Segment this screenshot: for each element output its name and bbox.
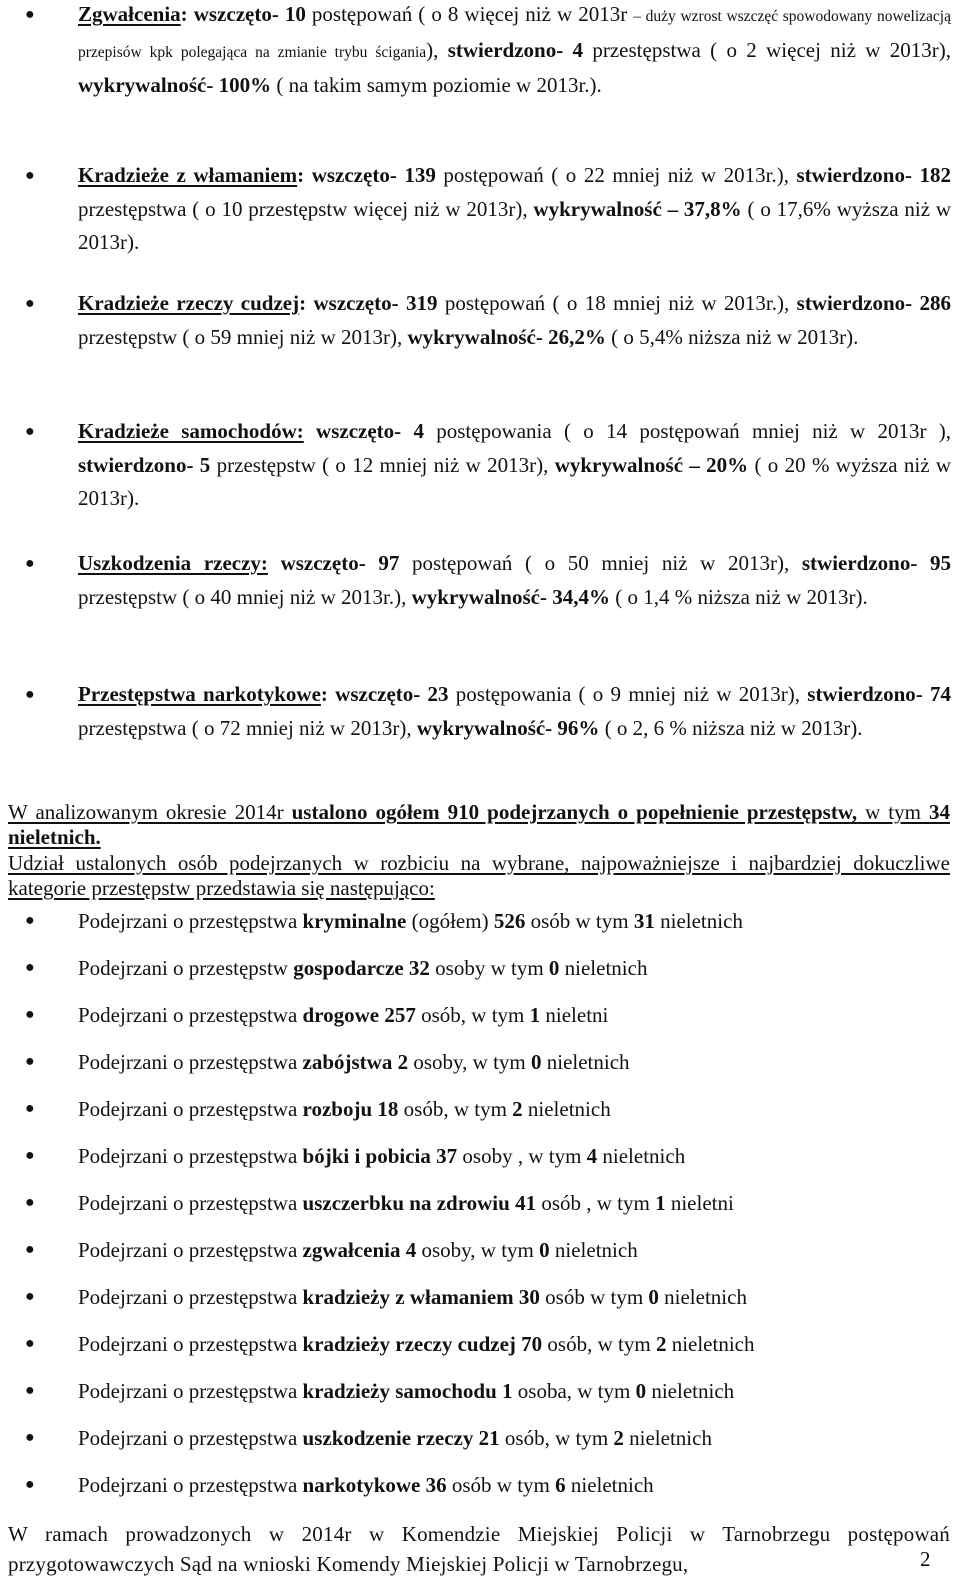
crime-category-item: ● Kradzieże rzeczy cudzej: wszczęto- 319 postępowań ( o 18 mniej niż w 2013r.), stwierdzono- 286 przestępstw ( o 59 mniej niż w 2013r), wykrywalność- 26,2% ( o 5,4% niższa niż w 2013r).	[78, 287, 951, 354]
confirmed-count: stwierdzono- 4	[447, 37, 584, 62]
detection-rate: wykrywalność- 34,4%	[411, 584, 610, 609]
confirmed-count: stwierdzono- 182	[796, 163, 952, 187]
bullet-icon: ●	[25, 1194, 35, 1211]
bullet-icon: ●	[25, 6, 35, 23]
confirmed-count: stwierdzono- 74	[807, 682, 952, 706]
category-title: Uszkodzenia rzeczy:	[78, 551, 268, 575]
suspect-list-item: ● Podejrzani o przestępstwa uszczerbku na zdrowiu 41 osób , w tym 1 nieletni	[25, 1191, 734, 1215]
crime-category-item: ● Kradzieże samochodów: wszczęto- 4 postępowania ( o 14 postępowań mniej niż w 2013r ), stwierdzono- 5 przestępstw ( o 12 mniej niż w 2013r), wykrywalność – 20% ( o 20 % wyższa niż w 2013r).	[78, 415, 951, 516]
suspect-list-item: ● Podejrzani o przestępstwa kradzieży z włamaniem 30 osób w tym 0 nieletnich	[25, 1285, 747, 1309]
bullet-icon: ●	[25, 1100, 35, 1117]
bullet-icon: ●	[25, 1476, 35, 1493]
suspect-list-item: ● Podejrzani o przestępstwa zabójstwa 2 osoby, w tym 0 nieletnich	[25, 1050, 630, 1074]
crime-category-item: ● Zgwałcenia: wszczęto- 10 postępowań ( o 8 więcej niż w 2013r – duży wzrost wszczęć spowodowany nowelizacją przepisów kpk polegająca na zmianie trybu ścigania), stwierdzono- 4 przestępstwa ( o 2 więcej niż w 2013r), wykrywalność- 100% ( na takim samym poziomie w 2013r.).	[78, 0, 951, 103]
suspect-list-item: ● Podejrzani o przestępstwa kradzieży samochodu 1 osoba, w tym 0 nieletnich	[25, 1379, 735, 1403]
suspect-list-item: ● Podejrzani o przestępstw gospodarcze 32 osoby w tym 0 nieletnich	[25, 956, 648, 980]
bullet-icon: ●	[25, 423, 35, 440]
bullet-icon: ●	[25, 167, 35, 184]
detection-rate: wykrywalność- 96%	[416, 715, 600, 740]
suspects-total: ustalono ogółem 910 podejrzanych o popełnienie przestępstw,	[291, 800, 858, 824]
suspect-list-item: ● Podejrzani o przestępstwa zgwałcenia 4 osoby, w tym 0 nieletnich	[25, 1238, 638, 1262]
category-title: Kradzieże samochodów:	[78, 419, 304, 443]
juveniles-total: 34 nieletnich.	[8, 800, 950, 849]
initiated-count: wszczęto- 319	[313, 291, 438, 315]
detection-rate: wykrywalność – 37,8%	[533, 196, 742, 221]
detection-rate: wykrywalność- 26,2%	[407, 324, 606, 349]
crime-category-item: ● Uszkodzenia rzeczy: wszczęto- 97 postępowań ( o 50 mniej niż w 2013r), stwierdzono- 95 przestępstw ( o 40 mniej niż w 2013r.), wykrywalność- 34,4% ( o 1,4 % niższa niż w 2013r).	[78, 547, 951, 614]
bullet-icon: ●	[25, 1147, 35, 1164]
summary-paragraph: W analizowanym okresie 2014r ustalono ogółem 910 podejrzanych o popełnienie przestępstw, w tym 34 nieletnich.	[8, 800, 950, 849]
category-title: Przestępstwa narkotykowe	[78, 682, 321, 706]
detection-rate: wykrywalność – 20%	[554, 452, 749, 477]
initiated-count: wszczęto- 139	[311, 163, 436, 187]
bullet-icon: ●	[25, 686, 35, 703]
category-title: Kradzieże rzeczy cudzej	[78, 291, 300, 315]
category-title: Kradzieże z włamaniem	[78, 163, 298, 187]
bullet-icon: ●	[25, 295, 35, 312]
initiated-count: wszczęto- 97	[280, 551, 400, 575]
bullet-icon: ●	[25, 555, 35, 572]
bullet-icon: ●	[25, 1006, 35, 1023]
bullet-icon: ●	[25, 1382, 35, 1399]
category-note: – duży wzrost wszczęć spowodowany nowelizacją przepisów kpk polegająca na zmianie trybu ścigania	[78, 8, 951, 61]
suspect-list-item: ● Podejrzani o przestępstwa kryminalne (ogółem) 526 osób w tym 31 nieletnich	[25, 909, 743, 933]
initiated-count: wszczęto- 23	[335, 682, 449, 706]
suspect-list-item: ● Podejrzani o przestępstwa kradzieży rzeczy cudzej 70 osób, w tym 2 nieletnich	[25, 1332, 755, 1356]
confirmed-count: stwierdzono- 95	[801, 551, 952, 575]
initiated-count: wszczęto- 4	[316, 419, 424, 443]
bullet-icon: ●	[25, 1053, 35, 1070]
bullet-icon: ●	[25, 912, 35, 929]
detection-rate: wykrywalność- 100%	[78, 73, 272, 97]
bullet-icon: ●	[25, 959, 35, 976]
suspect-list-item: ● Podejrzani o przestępstwa uszkodzenie rzeczy 21 osób, w tym 2 nieletnich	[25, 1426, 712, 1450]
bullet-icon: ●	[25, 1335, 35, 1352]
suspect-list-item: ● Podejrzani o przestępstwa bójki i pobicia 37 osoby , w tym 4 nieletnich	[25, 1144, 686, 1168]
confirmed-count: stwierdzono- 5	[78, 452, 211, 477]
category-title: Zgwałcenia	[78, 2, 181, 26]
page-number: 2	[920, 1547, 931, 1571]
closing-paragraph: W ramach prowadzonych w 2014r w Komendzie Miejskiej Policji w Tarnobrzegu postępowań przygotowawczych Sąd na wnioski Komendy Miejskiej Policji w Tarnobrzegu,	[8, 1522, 950, 1576]
initiated-count: wszczęto- 10	[193, 2, 306, 26]
bullet-icon: ●	[25, 1241, 35, 1258]
breakdown-intro: Udział ustalonych osób podejrzanych w rozbiciu na wybrane, najpoważniejsze i najbardziej dokuczliwe kategorie przestępstw przedstawia się następująco:	[8, 851, 950, 900]
confirmed-count: stwierdzono- 286	[796, 291, 951, 315]
suspect-list-item: ● Podejrzani o przestępstwa rozboju 18 osób, w tym 2 nieletnich	[25, 1097, 611, 1121]
bullet-icon: ●	[25, 1429, 35, 1446]
suspect-list-item: ● Podejrzani o przestępstwa narkotykowe 36 osób w tym 6 nieletnich	[25, 1473, 654, 1497]
crime-category-item: ● Kradzieże z włamaniem: wszczęto- 139 postępowań ( o 22 mniej niż w 2013r.), stwierdzono- 182 przestępstwa ( o 10 przestępstw więcej niż w 2013r), wykrywalność – 37,8% ( o 17,6% wyższa niż w 2013r).	[78, 159, 951, 260]
bullet-icon: ●	[25, 1288, 35, 1305]
suspect-list-item: ● Podejrzani o przestępstwa drogowe 257 osób, w tym 1 nieletni	[25, 1003, 609, 1027]
crime-category-item: ● Przestępstwa narkotykowe: wszczęto- 23 postępowania ( o 9 mniej niż w 2013r), stwierdzono- 74 przestępstwa ( o 72 mniej niż w 2013r), wykrywalność- 96% ( o 2, 6 % niższa niż w 2013r).	[78, 678, 951, 745]
